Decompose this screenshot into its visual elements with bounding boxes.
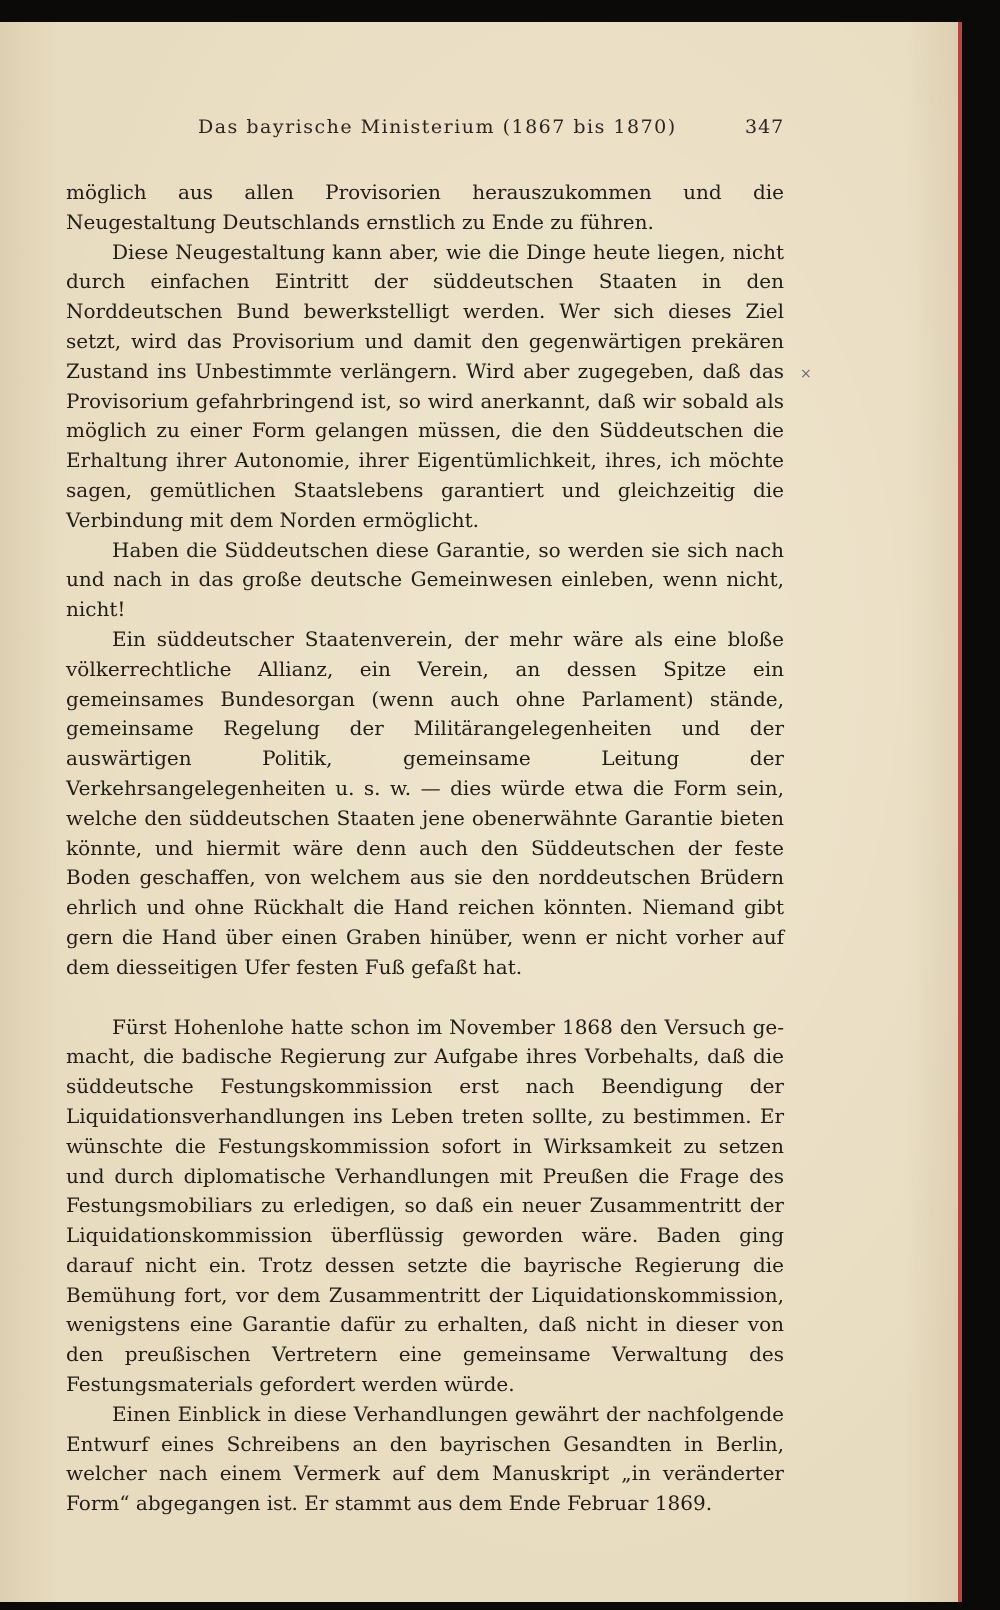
body-text (66, 178, 784, 1519)
page-edge (958, 22, 962, 1602)
margin-mark: × (800, 366, 812, 382)
paragraph: Diese Neugestaltung kann aber, wie die Dinge heute liegen, nicht durch einfachen Eintritt der süddeutschen Staaten in den Norddeutschen Bund bewerkstelligt werden. Wer sich dieses Ziel setzt, wird das Provisorium und damit den gegenwärtigen prekären Zustand ins Unbestimmte verlängern. Wird aber zugegeben, daß das Provisorium gefahrbringend ist, so wird anerkannt, daß wir sobald als möglich zu einer Form gelangen müssen, die den Süddeutschen die Erhaltung ihrer Autonomie, ihrer Eigentümlichkeit, ihres, ich möchte sagen, gemütlichen Staatslebens garantiert und gleichzeitig die Verbindung mit dem Norden ermöglicht. (66, 239, 784, 532)
page-number: 347 (745, 116, 785, 138)
paragraph: möglich aus allen Provisorien herauszukommen und die Neugestaltung Deutschlands ernstlich zu Ende zu führen. (66, 180, 784, 234)
page-header (0, 108, 962, 148)
running-head: Das bayrische Ministerium (1867 bis 1870) (198, 116, 677, 138)
paragraph: Ein süddeutscher Staatenverein, der mehr wäre als eine bloße völkerrechtliche Allianz, ein Verein, an dessen Spitze ein gemeinsames Bundesorgan (wenn auch ohne Parlament) stände, gemeinsame Regelung der Militärangelegenheiten und der auswärtigen Politik, gemeinsame Leitung der Verkehrsangelegenheiten u. s. w. — dies würde etwa die Form sein, welche den süddeutschen Staaten jene obenerwähnte Garantie bieten könnte, und hiermit wäre denn auch den Süddeutschen der feste Boden geschaffen, von welchem aus sie den norddeutschen Brüdern ehrlich und ohne Rückhalt die Hand reichen könnten. Niemand gibt gern die Hand über einen Graben hinüber, wenn er nicht vorher auf dem diesseitigen Ufer festen Fuß gefaßt hat. (66, 626, 784, 979)
paragraph: Fürst Hohenlohe hatte schon im November 1868 den Versuch gemacht, die badische Regierung zur Aufgabe ihres Vorbehalts, daß die süddeutsche Festungskommission erst nach Beendigung der Liquidationsverhandlungen ins Leben treten sollte, zu bestimmen. Er wünschte die Festungskommission sofort in Wirksamkeit zu setzen und durch diplomatische Verhandlungen mit Preußen die Frage des Festungsmobiliars zu erledigen, so daß ein neuer Zusammentritt der Liquidationskommission überflüssig geworden wäre. Baden ging darauf nicht ein. Trotz dessen setzte die bayrische Regierung die Bemühung fort, vor dem Zusammentritt der Liquidationskommission, wenigstens eine Garantie dafür zu erhalten, daß nicht in dieser von den preußischen Vertretern eine gemeinsame Verwaltung des Festungsmaterials gefordert werden würde. (66, 1014, 784, 1397)
paragraph: Einen Einblick in diese Verhandlungen gewährt der nachfolgende Entwurf eines Schreibens an den bayrischen Gesandten in Berlin, welcher nach einem Vermerk auf dem Manuskript „in veränderter Form“ abgegangen ist. Er stammt aus dem Ende Februar 1869. (66, 1401, 784, 1516)
paragraph: Haben die Süddeutschen diese Garantie, so werden sie sich nach und nach in das große deutsche Gemeinwesen einleben, wenn nicht, nicht! (66, 537, 784, 622)
